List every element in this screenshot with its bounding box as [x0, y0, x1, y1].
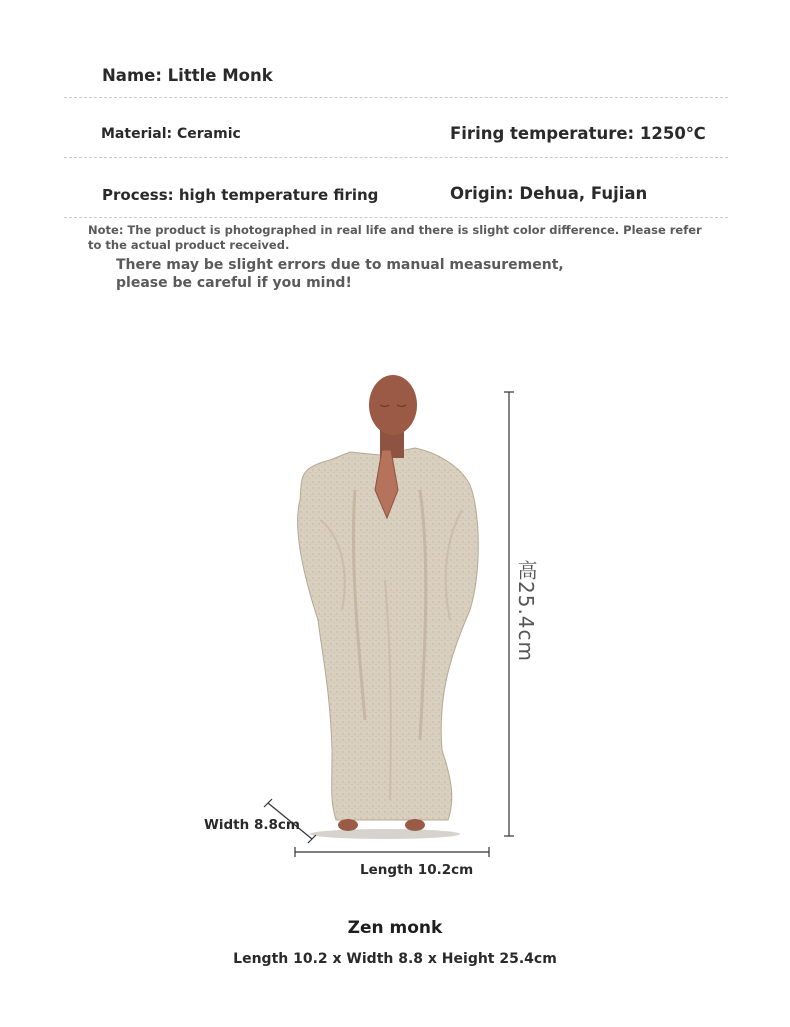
material-spec: Material: Ceramic [101, 126, 241, 142]
origin-spec: Origin: Dehua, Fujian [450, 184, 648, 203]
width-label: Width 8.8cm [204, 817, 300, 833]
divider-1 [64, 97, 728, 98]
process-spec: Process: high temperature firing [102, 186, 379, 204]
firing-temperature-spec: Firing temperature: 1250℃ [450, 124, 706, 143]
length-label: Length 10.2cm [360, 862, 474, 878]
product-dimensions-summary: Length 10.2 x Width 8.8 x Height 25.4cm [233, 951, 557, 967]
measurement-warning: There may be slight errors due to manual measurement, please be careful if you mind! [116, 257, 564, 291]
length-dimension-line [293, 845, 491, 859]
monk-figurine-illustration [180, 360, 540, 880]
divider-2 [64, 157, 728, 158]
product-name: Name: Little Monk [102, 66, 273, 85]
product-title: Zen monk [347, 918, 443, 938]
color-difference-note: Note: The product is photographed in real life and there is slight color difference. Please refer to the actual product received. [88, 223, 702, 252]
height-label: 高25.4cm [514, 560, 538, 663]
divider-3 [64, 217, 728, 218]
